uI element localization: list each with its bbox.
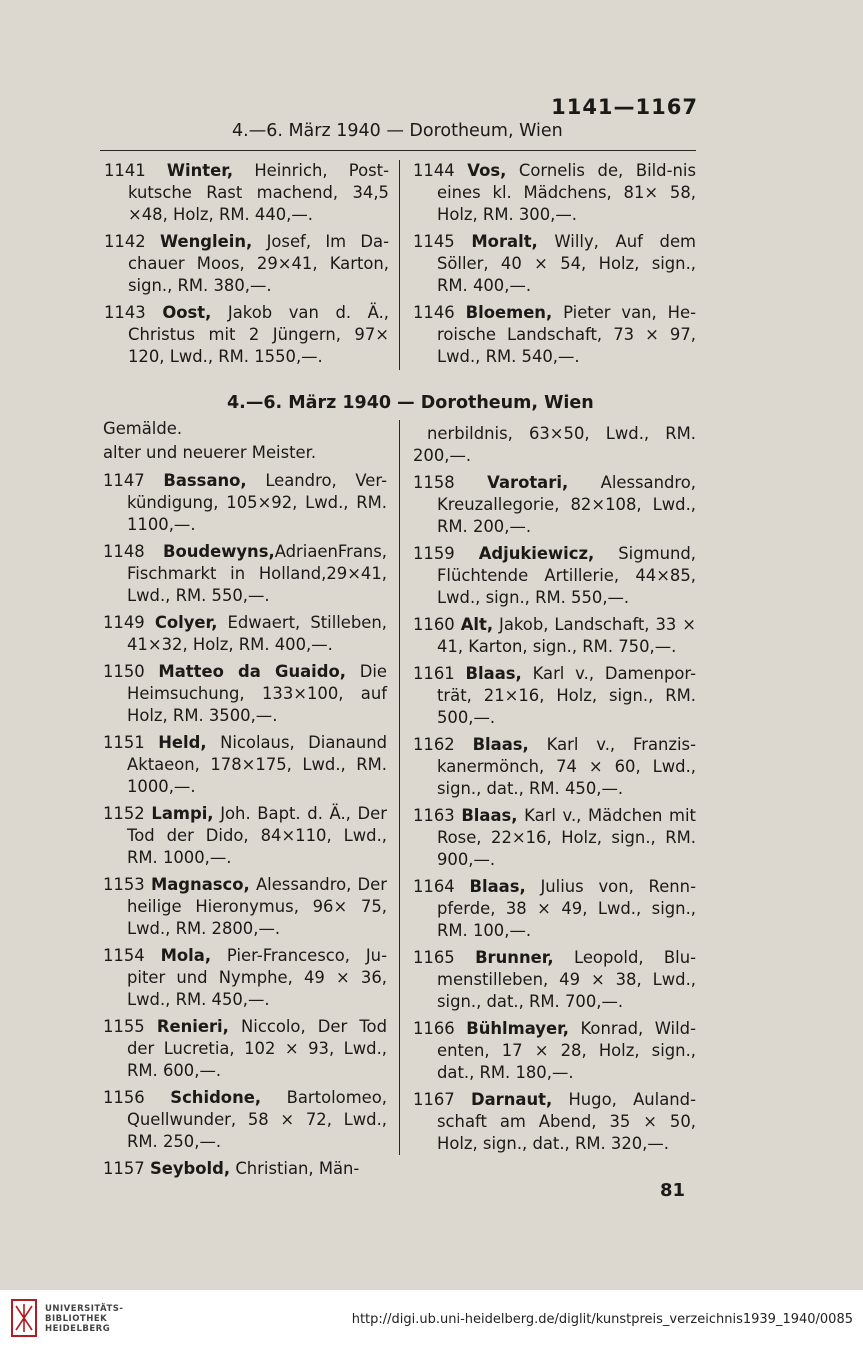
entry-details: Willy, Auf dem Söller, 40 × 54, Holz, sign., RM. 400,—. [437,232,696,295]
running-header: 4.—6. März 1940 — Dorotheum, Wien [232,121,563,141]
artist-name: Vos, [467,161,507,180]
artist-name: Moralt, [471,232,538,251]
artist-name: Blaas, [472,735,529,754]
section-header: 4.—6. März 1940 — Dorotheum, Wien [227,393,594,413]
artist-name: Adjukiewicz, [478,544,595,563]
source-url[interactable]: http://digi.ub.uni-heidelberg.de/diglit/kunstpreis_verzeichnis1939_1940/0085 [351,1312,853,1327]
catalog-entry [103,1016,387,1082]
artist-name: Matteo da Guaido, [158,662,347,681]
catalog-entry [103,1087,387,1153]
column-divider-bottom [399,420,400,1155]
entry-details: Edwaert, Stilleben, 41×32, Holz, RM. 400,—. [127,613,387,654]
artist-name: Lampi, [151,804,214,823]
artist-name: Wenglein, [160,232,253,251]
entry-details: Pieter van, He-roische Landschaft, 73 × 97, Lwd., RM. 540,—. [437,303,696,366]
catalog-entry [103,1158,387,1180]
catalog-entry [413,614,696,658]
intro-line-2: alter und neuerer Meister. [103,443,317,462]
entry-details: Hugo, Auland-schaft am Abend, 35 × 50, Holz, sign., dat., RM. 320,—. [437,1090,696,1153]
entry-details: AdriaenFrans, Fischmarkt in Holland,29×41, Lwd., RM. 550,—. [127,542,387,605]
catalog-entry [103,874,387,940]
catalog-entry [413,543,696,609]
lot-range: 1141—1167 [551,95,698,119]
artist-name: Bühlmayer, [466,1019,569,1038]
artist-name: Blaas, [461,806,518,825]
header-rule [100,150,696,151]
lot-number: 1144 [413,161,468,180]
lot-number: 1164 [413,877,470,896]
lot-number: 1149 [103,613,155,632]
catalog-entry [413,472,696,538]
artist-name: Blaas, [469,877,526,896]
entry-details: Jakob, Landschaft, 33 × 41, Karton, sign., RM. 750,—. [437,615,696,656]
lot-number: 1141 [104,161,167,180]
lot-number: 1165 [413,948,476,967]
artist-name: Held, [158,733,207,752]
lot-number: 1151 [103,733,159,752]
entry-details: Julius von, Renn-pferde, 38 × 49, Lwd., sign., RM. 100,—. [437,877,696,940]
catalog-entry [103,470,387,536]
library-name: UNIVERSITÄTS- BIBLIOTHEK HEIDELBERG [45,1304,124,1334]
lot-number: 1150 [103,662,159,681]
lot-number: 1143 [104,303,163,322]
lot-number: 1167 [413,1090,471,1109]
lot-number: 1152 [103,804,152,823]
artist-name: Winter, [166,161,234,180]
catalog-entry [103,945,387,1011]
entry-details: Nicolaus, Dianaund Aktaeon, 178×175, Lwd., RM. 1000,—. [127,733,387,796]
lot-number: 1158 [413,473,488,492]
entry-details: Jakob van d. Ä., Christus mit 2 Jüngern, 97× 120, Lwd., RM. 1550,—. [128,303,389,366]
entry-details: Pier-Francesco, Ju-piter und Nymphe, 49 × 36, Lwd., RM. 450,—. [127,946,387,1009]
artist-name: Oost, [162,303,212,322]
lot-number: 1163 [413,806,462,825]
footer-bar [0,1290,863,1353]
entry-details: Karl v., Franzis-kanermönch, 74 × 60, Lwd., sign., dat., RM. 450,—. [437,735,696,798]
lot-number: 1142 [104,232,161,251]
catalog-entry [413,663,696,729]
artist-name: Brunner, [475,948,554,967]
column-top-right [413,160,696,373]
catalog-entry [413,734,696,800]
lot-number: 1159 [413,544,479,563]
artist-name: Boudewyns, [162,542,275,561]
lot-number: 1156 [103,1088,171,1107]
column-divider-top [399,160,400,370]
catalog-entry [413,876,696,942]
catalog-entry [104,231,389,297]
lot-number: 1166 [413,1019,467,1038]
entry-details: Alessandro, Der heilige Hieronymus, 96× 75, Lwd., RM. 2800,—. [127,875,387,938]
catalog-entry [103,661,387,727]
library-logo-icon [10,1298,38,1338]
lot-number: 1147 [103,471,164,490]
catalog-entry [413,805,696,871]
entry-details: Karl v., Damenpor-trät, 21×16, Holz, sign., RM. 500,—. [437,664,696,727]
entry-details: Bartolomeo, Quellwunder, 58 × 72, Lwd., RM. 250,—. [127,1088,387,1151]
entry-details: Joh. Bapt. d. Ä., Der Tod der Dido, 84×110, Lwd., RM. 1000,—. [127,804,387,867]
lot-number: 1157 [103,1159,150,1178]
entry-details: Leopold, Blu-menstilleben, 49 × 38, Lwd., sign., dat., RM. 700,—. [437,948,696,1011]
entry-details: Josef, Im Da-chauer Moos, 29×41, Karton, sign., RM. 380,—. [128,232,389,295]
entry-details: Die Heimsuchung, 133×100, auf Holz, RM. 3500,—. [127,662,387,725]
catalog-entry [103,541,387,607]
artist-name: Seybold, [149,1159,231,1178]
artist-name: Varotari, [487,473,569,492]
artist-name: Darnaut, [470,1090,553,1109]
catalog-entry [103,732,387,798]
artist-name: Alt, [460,615,494,634]
column-bottom-right [413,423,696,1160]
lot-number: 1162 [413,735,473,754]
lot-number: 1153 [103,875,151,894]
entry-details: Sigmund, Flüchtende Artillerie, 44×85, Lwd., sign., RM. 550,—. [437,544,696,607]
lot-number: 1146 [413,303,466,322]
catalog-entry [413,160,696,226]
entry-details: Alessandro, Kreuzallegorie, 82×108, Lwd., RM. 200,—. [437,473,696,536]
catalog-entry [104,160,389,226]
artist-name: Bassano, [163,471,247,490]
entry-details: Heinrich, Post-kutsche Rast machend, 34,5 ×48, Holz, RM. 440,—. [128,161,389,224]
page-number: 81 [660,1180,686,1201]
artist-name: Renieri, [156,1017,229,1036]
catalog-entry [413,947,696,1013]
lot-number: 1155 [103,1017,157,1036]
lot-number: 1160 [413,615,461,634]
column-bottom-left [103,418,387,1185]
lot-number: 1145 [413,232,472,251]
entry-details: Niccolo, Der Tod der Lucretia, 102 × 93, Lwd., RM. 600,—. [127,1017,387,1080]
continued-entry: nerbildnis, 63×50, Lwd., RM. 200,—. [413,424,696,465]
artist-name: Schidone, [170,1088,262,1107]
catalog-entry [413,1018,696,1084]
artist-name: Magnasco, [150,875,250,894]
catalog-entry [413,231,696,297]
artist-name: Mola, [160,946,212,965]
catalog-entry [413,302,696,368]
entry-details: Karl v., Mädchen mit Rose, 22×16, Holz, sign., RM. 900,—. [437,806,696,869]
column-top-left [104,160,389,373]
catalog-entry [103,612,387,656]
catalog-entry [103,803,387,869]
lot-number: 1161 [413,664,466,683]
catalog-entry [104,302,389,368]
catalog-entry [413,1089,696,1155]
lot-number: 1148 [103,542,163,561]
intro-line-1: Gemälde. [103,419,183,438]
lot-number: 1154 [103,946,161,965]
entry-details: Christian, Män- [230,1159,360,1178]
entry-details: Leandro, Ver-kündigung, 105×92, Lwd., RM. 1100,—. [127,471,387,534]
artist-name: Bloemen, [465,303,553,322]
artist-name: Colyer, [154,613,218,632]
entry-details: Cornelis de, Bild-nis eines kl. Mädchens, 81× 58, Holz, RM. 300,—. [437,161,696,224]
entry-details: Konrad, Wild-enten, 17 × 28, Holz, sign., dat., RM. 180,—. [437,1019,696,1082]
artist-name: Blaas, [465,664,522,683]
